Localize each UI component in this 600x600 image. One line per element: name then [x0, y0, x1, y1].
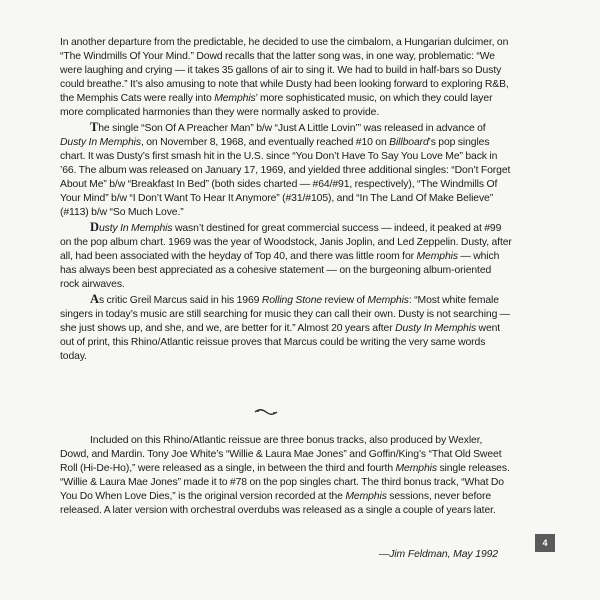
initial-letter: A	[90, 292, 99, 306]
author-signature: —Jim Feldman, May 1992	[378, 549, 498, 560]
text-run: he single “Son Of A Preacher Man” b/w “Just A Little Lovin’” was released in advance of	[98, 123, 486, 134]
text-run: — which has always been best appreciated as a cohesive statement — on the burgeoning album-oriented rock airwaves.	[60, 251, 500, 290]
paragraph-2	[60, 120, 512, 220]
paragraph-4	[60, 292, 512, 364]
text-run: : “Most white female singers in today’s music are still searching for music they can call their own. Dusty is not searching — she just shows up, and she, and we, are better for it.” Almost 20 years after	[60, 295, 511, 334]
text-run: s critic Greil Marcus said in his 1969	[98, 295, 262, 306]
text-run: ’s pop singles chart. It was Dusty’s first smash hit in the U.S. since “You Don’t Have To Say You Love Me” back in ’66. The album was released on January 17, 1969, and yielded three additional singles: “Don’t Forget About Me” b/w “Breakfast In Bed” (both sides charted — #64/#91, respectively), “The Windmills Of Your Mind” b/w “I Don’t Want To Hear It Anymore” (#31/#105), and “In The Land Of Make Believe” (#113) b/w “So Much Love.”	[60, 137, 511, 218]
paragraph-3	[60, 220, 512, 292]
italic-title: Memphis	[214, 93, 256, 104]
italic-title: Billboard	[389, 137, 429, 148]
italic-title: Dusty In Memphis	[60, 137, 141, 148]
paragraph-1	[60, 36, 512, 120]
text-run: sessions, never before released. A later version with orchestral overdubs was released as a single a couple of years later.	[60, 491, 496, 516]
italic-title: Memphis	[416, 251, 458, 262]
text-run: single releases. “Willie & Laura Mae Jones” made it to #78 on the pop singles chart. The third bonus track, “What Do You Do When Love Dies,” is the original version recorded at the	[60, 463, 510, 502]
liner-notes-body	[60, 36, 512, 364]
text-run: Included on this Rhino/Atlantic reissue are three bonus tracks, also produced by Wexler, Dowd, and Mardin. Tony Joe White’s “Willie & Laura Mae Jones” and Goffin/King’s “That Old Sweet Roll (Hi-De-Ho),” were released as a single, in between the third and fourth	[60, 435, 502, 474]
text-run: went out of print, this Rhino/Atlantic reissue proves that Marcus could be writing the very same words today.	[60, 323, 501, 362]
initial-letter: T	[90, 120, 99, 134]
bonus-tracks-section	[60, 434, 512, 518]
text-run: In another departure from the predictable, he decided to use the cimbalom, a Hungarian dulcimer, on “The Windmills Of Your Mind.” Dowd recalls that the latter song was, in one way, problematic: “We were laughing and crying — it takes 35 gallons of air to sing it. We had to build in half-bars so Dusty could breathe.” It’s also amusing to note that while Dusty had been looking forward to exploring R&B, the Memphis Cats were really into	[60, 37, 509, 104]
italic-title: Memphis	[367, 295, 409, 306]
italic-title: Dusty In Memphis	[395, 323, 477, 334]
italic-title: Rolling Stone	[261, 295, 323, 306]
italic-title: Memphis	[345, 491, 387, 502]
text-run: wasn’t destined for great commercial success — indeed, it peaked at #99 on the pop album chart. 1969 was the year of Woodstock, Janis Joplin, and Led Zeppelin. Dusty, after all, had been associated with the heyday of Top 40, and there was little room for	[60, 223, 512, 262]
italic-title: usty In Memphis	[98, 223, 173, 234]
text-run: ’ more sophisticated music, on which they could layer more complicated harmonies than they were normally asked to provide.	[60, 93, 493, 118]
initial-letter: D	[90, 220, 99, 234]
text-run: , on November 8, 1968, and eventually reached #10 on	[140, 137, 390, 148]
page-number-badge: 4	[535, 534, 555, 552]
ornamental-divider-icon	[254, 404, 278, 414]
bonus-paragraph	[60, 434, 512, 518]
italic-title: Memphis	[395, 463, 437, 474]
text-run: review of	[322, 295, 368, 306]
